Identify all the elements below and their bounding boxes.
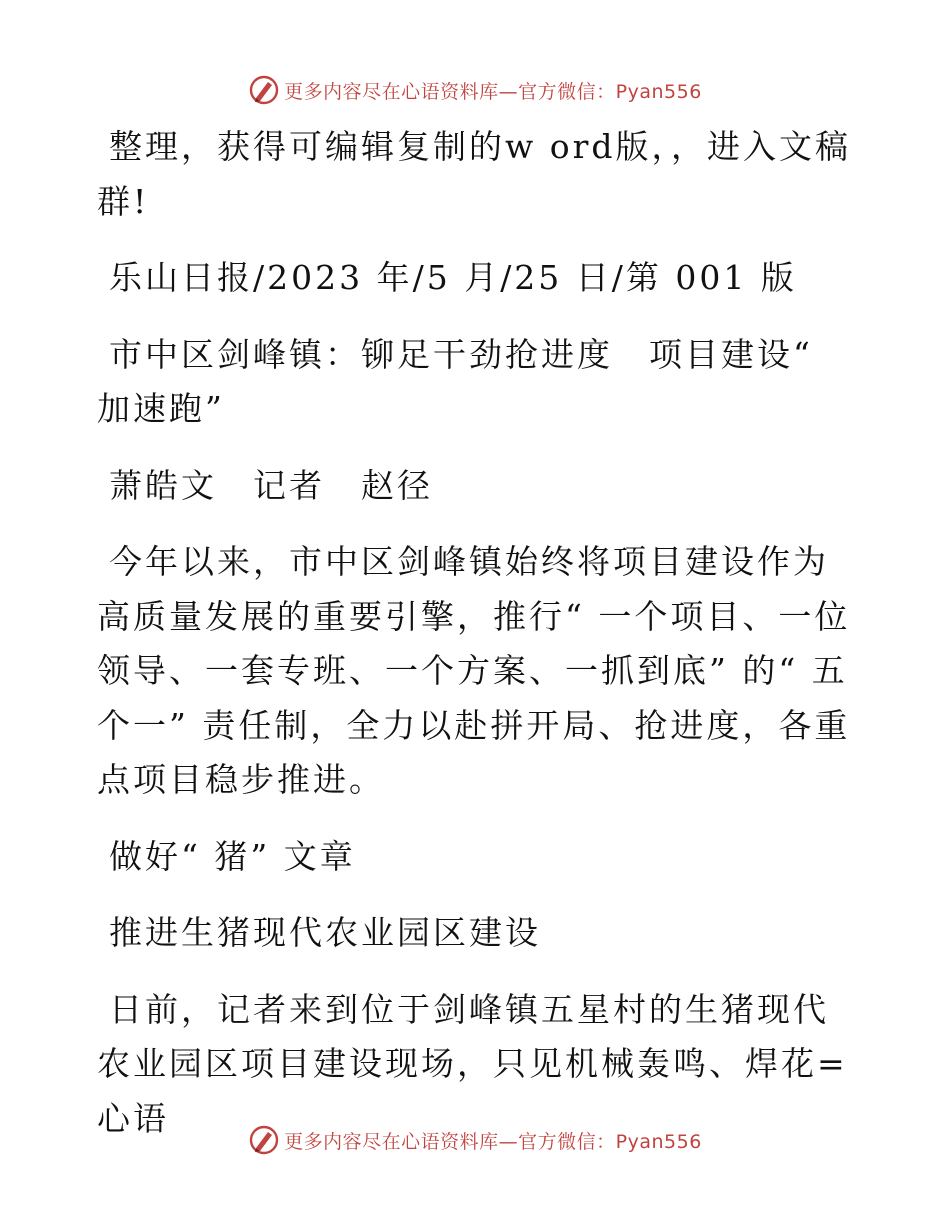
watermark-banner-top [0, 70, 950, 110]
body-paragraph: 今年以来，市中区剑峰镇始终将项目建设作为高质量发展的重要引擎，推行“ 一个项目、一位领导、一套专班、一个方案、一抓到底” 的“ 五个一” 责任制，全力以赴拼开局、抢进度，各重点项目稳步推进。 [97, 542, 851, 799]
source-line: 乐山日报/2023 年/5 月/25 日/第 001 版 [109, 258, 797, 297]
section-subheading: 推进生猪现代农业园区建设 [109, 913, 541, 952]
watermark-banner-bottom [0, 1120, 950, 1160]
body-paragraph: 日前，记者来到位于剑峰镇五星村的生猪现代农业园区项目建设现场，只见机械轰鸣、焊花=心语 [97, 989, 848, 1138]
article-title: 市中区剑峰镇：铆足干劲抢进度 项目建设“ 加速跑” [97, 334, 813, 428]
section-heading: 做好“ 猪” 文章 [109, 836, 356, 876]
pen-logo-icon [248, 1124, 280, 1156]
watermark-text: 更多内容尽在心语资料库—官方微信：Pyan556 [284, 80, 702, 103]
pen-logo-icon [248, 74, 280, 106]
document-body [97, 120, 857, 1146]
watermark-text: 更多内容尽在心语资料库—官方微信：Pyan556 [284, 1130, 702, 1153]
intro-paragraph: 整理，获得可编辑复制的w ord版，，进入文稿群! [97, 127, 852, 221]
byline: 萧皓文 记者 赵径 [109, 465, 433, 505]
